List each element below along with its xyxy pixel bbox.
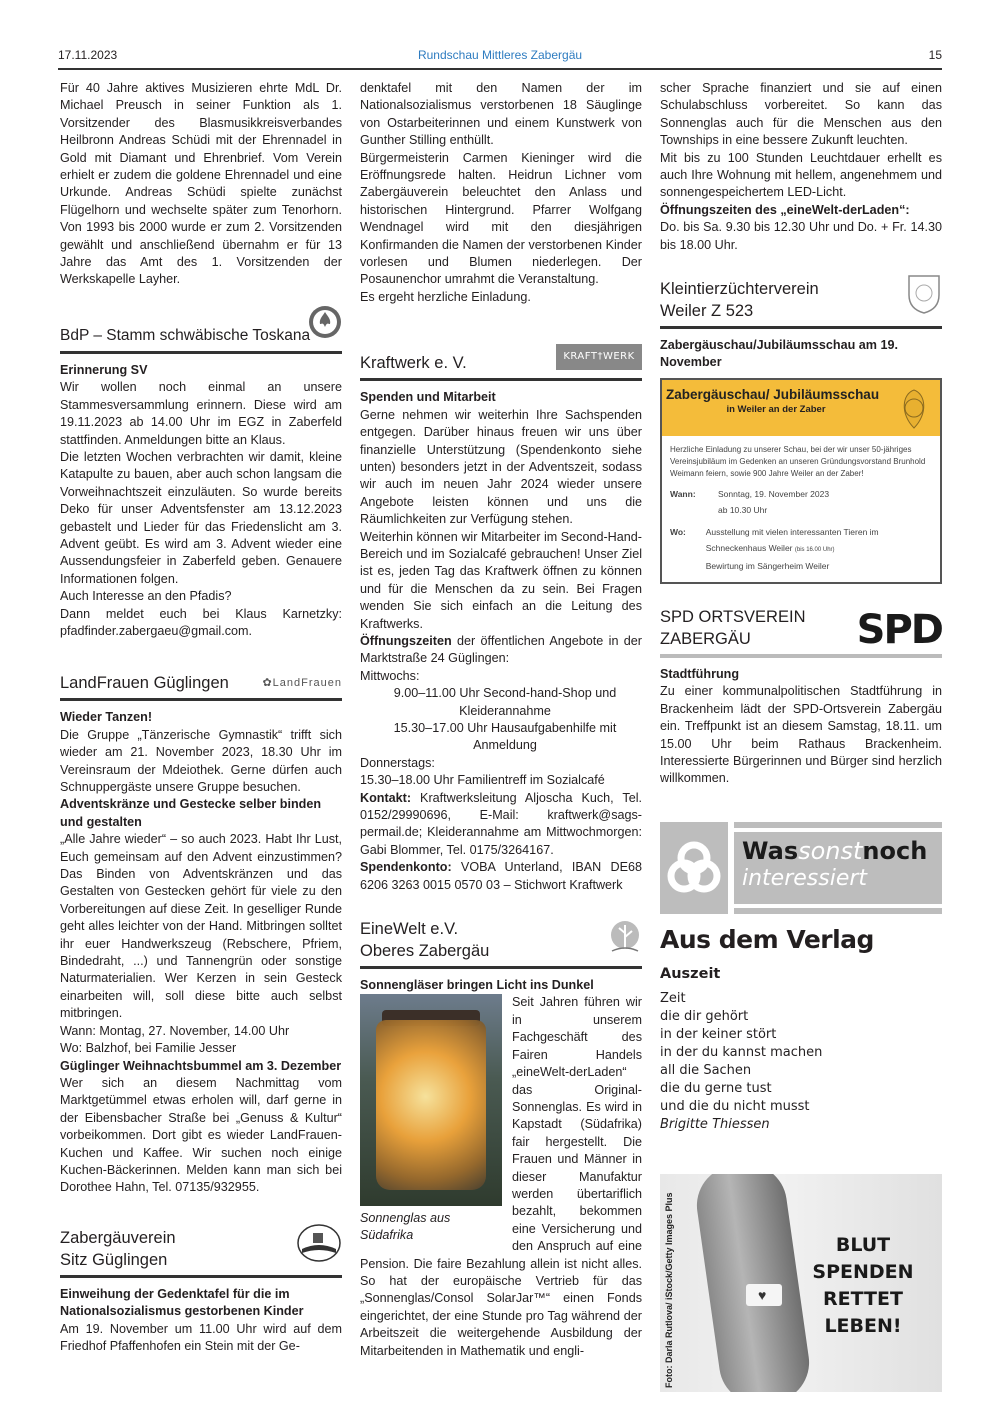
contact-paragraph: Kontakt: Kraftwerksleitung Aljoscha Kuch, Tel. 0152/29990696, E-Mail: kraftwerk@sags-permail.de; Kleiderannahme am Mittwochmorgen: Gabi Blommer, Tel. 0175/3264167. xyxy=(360,790,642,857)
event-flyer-banner xyxy=(662,380,940,436)
sun-jar-image xyxy=(360,994,502,1206)
paragraph: Wer sich an diesem Nachmittag vom Marktgetümmel etwas erholen will, darf gerne in der Eibensbacher Straße bei „Genuss & Kultur“ vorbeikommen. Dort gibt es wieder LandFrauen-Kuchen und Kaffee. Wir suchen noch einige Kuchen-Bäckerinnen. Melden kann man sich bei Dorothee Hahn, Tel. 07135/932955. xyxy=(60,1075,342,1195)
section-title: Kraftwerk e. V. xyxy=(360,354,467,373)
subheading: Öffnungszeiten des „eineWelt-derLaden“: xyxy=(660,202,910,217)
paragraph: Öffnungszeiten der öffentlichen Angebote in der Marktstraße 24 Güglingen: xyxy=(360,633,642,666)
poem-line: in der keiner stört xyxy=(660,1026,777,1042)
verlag-title: Aus dem Verlag xyxy=(660,924,874,954)
schedule-item: 9.00–11.00 Uhr Second-hand-Shop und Kleiderannahme xyxy=(393,686,617,718)
column-2 xyxy=(360,80,642,1360)
flyer-title: Zabergäuschau/ Jubiläumsschau xyxy=(666,386,880,402)
flyer-subtitle: in Weiler an der Zaber xyxy=(726,403,826,415)
section-header-landfrauen xyxy=(60,662,342,701)
poem-title: Auszeit xyxy=(660,965,721,982)
section-header-kleintier xyxy=(660,278,942,329)
label: Öffnungszeiten xyxy=(360,633,452,648)
banner-line1: Wassonstnoch xyxy=(742,836,928,865)
paragraph: Bürgermeisterin Carmen Kieninger wird die Eröffnungsrede halten. Heidrun Lichner vom Zabergäuverein beleuchtet den Anlass und historischen Hintergrund. Pfarrer Wolfgang Wendnagel wird mit den diesjährigen Konfirmanden die Namen der verstorbenen Kinder vorlesen und Blumen niederlegen. Der Posaunenchor umrahmt die Veranstaltung. xyxy=(360,150,642,287)
subheading: Stadtführung xyxy=(660,666,740,681)
schedule-item: 15.30–17.00 Uhr Hausaufgabenhilfe mit Anmeldung xyxy=(393,721,617,753)
paragraph: Mit bis zu 100 Stunden Leuchtdauer erhellt es auch Ihre Wohnung mit hellem, angenehmem und sonnengespeichertem LED-Licht. xyxy=(660,150,942,200)
poem-author: Brigitte Thiessen xyxy=(660,1116,770,1132)
subheading: Wieder Tanzen! xyxy=(60,710,153,725)
paragraph: Am 19. November um 11.00 Uhr wird auf dem Friedhof Pfaffenhofen ein Stein mit der Ge- xyxy=(60,1321,342,1353)
section-title: BdP – Stamm schwäbische Toskana xyxy=(60,326,311,344)
photo-credit: Foto: Darla Rutlova/ iStock/Getty Images Plus xyxy=(664,1192,674,1388)
sun-jar-photo xyxy=(360,994,502,1244)
section-title-line1: Zabergäuverein xyxy=(60,1228,176,1247)
event-flyer-body xyxy=(662,436,940,582)
issue-date: 17.11.2023 xyxy=(58,48,118,62)
account-paragraph: Spendenkonto: VOBA Unterland, IBAN DE68 6206 3263 0015 0570 03 – Stichwort Kraftwerk xyxy=(360,860,642,892)
schedule-item: 15.30–18.00 Uhr Familientreff im Sozialcafé xyxy=(360,773,605,788)
column-3 xyxy=(660,80,942,1392)
paragraph: Auch Interesse an den Pfadis? xyxy=(60,589,232,604)
kraftwerk-logo: KRAFT†WERK xyxy=(556,344,642,370)
laurel-crest-icon xyxy=(894,384,934,436)
section-header-kraftwerk xyxy=(360,338,642,381)
paragraph: Es ergeht herzliche Einladung. xyxy=(360,289,531,304)
zabergaeuverein-seal-icon xyxy=(296,1223,342,1268)
paragraph: Seit Jahren führen wir in unserem Fachgeschäft des Fairen Handels „eineWelt-derLaden“ das Original-Sonnenglas. Es wird in Kapstadt (Südafrika) fair hergestellt. Die Frauen und Männer in dieser Manufaktur werden übertariflich bezahlt, bekommen eine Versicherung und den Anspruch auf eine Pension. Die faire Bezahlung allein ist nicht alles. So hat der europäische Vertrieb für das „Sonnenglas/Consol SolarJar™“ einen Fonds eingerichtet, der eine Stunde pro Tag während der Arbeitszeit die weitergehende Ausbildung der Mitarbeitenden in Mathematik und engli- xyxy=(360,995,642,1358)
poem-line: und die du nicht musst xyxy=(660,1098,810,1114)
section-title-line2: Sitz Güglingen xyxy=(60,1250,168,1269)
section-title-line1: Kleintierzüchterverein xyxy=(660,280,819,299)
section-title-line1: SPD ORTSVEREIN xyxy=(660,607,806,626)
club-crest-icon xyxy=(906,273,942,320)
paragraph: Do. bis Sa. 9.30 bis 12.30 Uhr und Do. + Fr. 14.30 bis 18.00 Uhr. xyxy=(660,220,942,252)
paragraph: Wir wollen noch einmal an unsere Stammesversammlung erinnern. Diese wird am 19.11.2023 ab 14.00 Uhr im EGZ in Zaberfeld stattfinden. Anmeldungen bitte an Klaus. xyxy=(60,380,342,447)
section-header-bdp xyxy=(60,315,342,354)
publication-title: Rundschau Mittleres Zabergäu xyxy=(417,48,583,62)
day-label: Mittwochs: xyxy=(360,668,420,683)
section-header-spd xyxy=(660,606,942,658)
paragraph: Gerne nehmen wir weiterhin Ihre Sachspenden entgegen. Darüber hinaus freuen wir uns über finanzielle Unterstützung (Spendenkonto siehe unten) besonders jetzt in der Adventszeit, sodass wir auch im neuen Jahr 2024 wieder unsere Angebote leisten können und uns die Räumlichkeiten zur Verfügung stehen. xyxy=(360,407,642,527)
poem-line: die dir gehört xyxy=(660,1008,749,1024)
paragraph: denktafel mit den Namen der im Nationalsozialismus verstorbenen 18 Säuglinge von Ostarbeiterinnen und einem Kunstwerk von Gunther Stilling enthüllt. xyxy=(360,81,642,148)
subheading: Zabergäuschau/Jubiläumsschau am 19. November xyxy=(660,338,898,370)
event-flyer xyxy=(660,378,942,584)
photo-caption: Sonnenglas aus Südafrika xyxy=(360,1211,451,1243)
poem xyxy=(660,990,942,1134)
banner-line2: interessiert xyxy=(742,865,868,891)
scout-lily-icon xyxy=(308,305,342,344)
globe-tree-icon xyxy=(608,919,642,960)
was-sonst-noch-banner xyxy=(660,822,942,914)
subheading: Sonnengläser bringen Licht ins Dunkel xyxy=(360,978,594,993)
poem-line: in der du kannst machen xyxy=(660,1044,823,1060)
ad-slogan: BLUT SPENDEN RETTET LEBEN! xyxy=(812,1233,914,1337)
spd-logo: SPD xyxy=(856,606,942,653)
rings-icon xyxy=(660,822,728,914)
section-title-line2: Weiler Z 523 xyxy=(660,302,754,321)
paragraph: Weiterhin können wir Mitarbeiter im Second-Hand-Bereich und im Sozialcafé gebrauchen! Unser Ziel ist es, jeden Tag das Kraftwerk öffnen zu können und für die Menschen da zu sein. Bei Fragen wenden Sie sich einfach an die Leitung des Kraftwerks. xyxy=(360,529,642,631)
landfrauen-logo: ✿LandFrauen xyxy=(262,676,342,689)
section-title-line2: Oberes Zabergäu xyxy=(360,942,490,961)
flyer-where-row: Wo: Ausstellung mit vielen interessanten Tieren im Schneckenhaus Weiler (bis 16.00 Uhr) Bewirtung im Sängerheim Weiler xyxy=(670,526,879,571)
flyer-when-row: Wann: Sonntag, 19. November 2023 ab 10.30 Uhr xyxy=(670,488,830,515)
section-title: LandFrauen Güglingen xyxy=(60,674,229,693)
subheading: Einweihung der Gedenktafel für die im Nationalsozialismus gestorbenen Kinder xyxy=(60,1286,304,1319)
subheading: Adventskränze und Gestecke selber binden und gestalten xyxy=(60,797,322,829)
flyer-intro: Herzliche Einladung zu unserer Schau, bei der wir unser 50-jähriges Vereinsjubiläum im Gedenken an unseren Gründungsvorstand Brunhold Weimann feiern, sowie 900 Jahre Weiler an der Zaber! xyxy=(670,444,926,478)
arm-image xyxy=(692,1174,815,1392)
subheading: Güglinger Weihnachtsbummel am 3. Dezember xyxy=(60,1058,342,1073)
paragraph: Die Gruppe „Tänzerische Gymnastik“ trifft sich wieder am 21. November 2023, 18.30 Uhr im Vereinsraum der Mdeiothek. Gerne dürfen auch Schnuppergäste unsere Gruppe besuchen. xyxy=(60,727,342,794)
poem-line: die du gerne tust xyxy=(660,1080,772,1096)
day-label: Donnerstags: xyxy=(360,755,435,770)
section-title-line1: EineWelt e.V. xyxy=(360,920,459,939)
paragraph: Zu einer kommunalpolitischen Stadtführung in Brackenheim lädt der SPD-Ortsverein Zabergäu ein. Treffpunkt ist an diesem Samstag, 18.11. um 15.00 Uhr beim Rathaus Brackenheim. Interessierte Bürgerinnen und Bürger sind herzlich willkommen. xyxy=(660,684,942,786)
section-header-zabergaeuverein xyxy=(60,1227,342,1278)
event-where: Wo: Balzhof, bei Familie Jesser xyxy=(60,1041,237,1056)
event-when: Wann: Montag, 27. November, 14.00 Uhr xyxy=(60,1023,290,1038)
page-header xyxy=(58,46,942,70)
intro-paragraph: Für 40 Jahre aktives Musizieren ehrte MdL Dr. Michael Preusch in seiner Funktion als 1. Vorsitzender des Blasmusikkreisverbandes Heilbronn Andreas Schüdi mit der Ehrennadel in Gold mit Diamant und Ehrenbrief. Vom Verein erhielt er zudem die goldene Ehrennadel und eine Urkunde. Andreas Schüdi spielte zunächst Flügelhorn und wechselte später zum Tenorhorn. Von 1993 bis 2000 wurde er zum 2. Vorsitzenden gewählt und anschließend übernahm er für 13 Jahre das Amt des 1. Vorsitzenden der Werkskapelle Layher. xyxy=(60,81,342,287)
rings-logo-box xyxy=(660,822,728,914)
poem-line: Zeit xyxy=(660,990,686,1006)
poem-line: all die Sachen xyxy=(660,1062,752,1078)
blood-donation-ad xyxy=(660,1174,942,1392)
section-title-line2: ZABERGÄU xyxy=(660,629,751,648)
bee-icon: ✿ xyxy=(262,676,273,689)
paragraph: scher Sprache finanziert und sie auf einen Schulabschluss vorbereitet. So kann das Sonnenglas auch für die Menschen aus den Townships in eine bessere Zukunft leuchten. xyxy=(660,81,942,148)
paragraph: Die letzten Wochen verbrachten wir damit, kleine Katapulte zu bauen, aber auch schon langsam die Vorweihnachtszeit einzuläuten. So wurde bereits Deko für unser Adventsfenster am 13.12.2023 gebastelt und Lieder für das Friedenslicht am 3. Advent geübt. Es wird am 3. Advent wieder eine Aussendungsfeier in Zaberfeld geben. Genauere Informationen folgen. xyxy=(60,449,342,586)
subheading: Erinnerung SV xyxy=(60,362,148,377)
column-1 xyxy=(60,80,342,1355)
heart-icon: ♥ xyxy=(758,1286,767,1303)
section-header-einewelt xyxy=(360,918,642,969)
paragraph[interactable]: Dann meldet euch bei Klaus Karnetzky: pfadfinder.zabergaeu@gmail.com. xyxy=(60,606,342,638)
subheading: Spenden und Mitarbeit xyxy=(360,390,496,405)
page-number: 15 xyxy=(928,48,942,62)
paragraph: „Alle Jahre wieder“ – so auch 2023. Habt Ihr Lust, Euch gemeinsam auf den Advent einzustimmen? Das Binden von Adventskränzen und das Gestalten von Gestecken gehört für viele zu den Vorbereitungen auf diese Zeit. In geselliger Runde geht alles leichter von der Hand. Mitbringen solltet ihr euer Handwerkszeug (Rebschere, Pfriem, Bindedraht, ...) und Tannengrün oder sonstige Naturmaterialien. Wer Kerzen in sein Gesteck einarbeiten will, soll diese bitte auch selbst mitbringen. xyxy=(60,832,342,1021)
